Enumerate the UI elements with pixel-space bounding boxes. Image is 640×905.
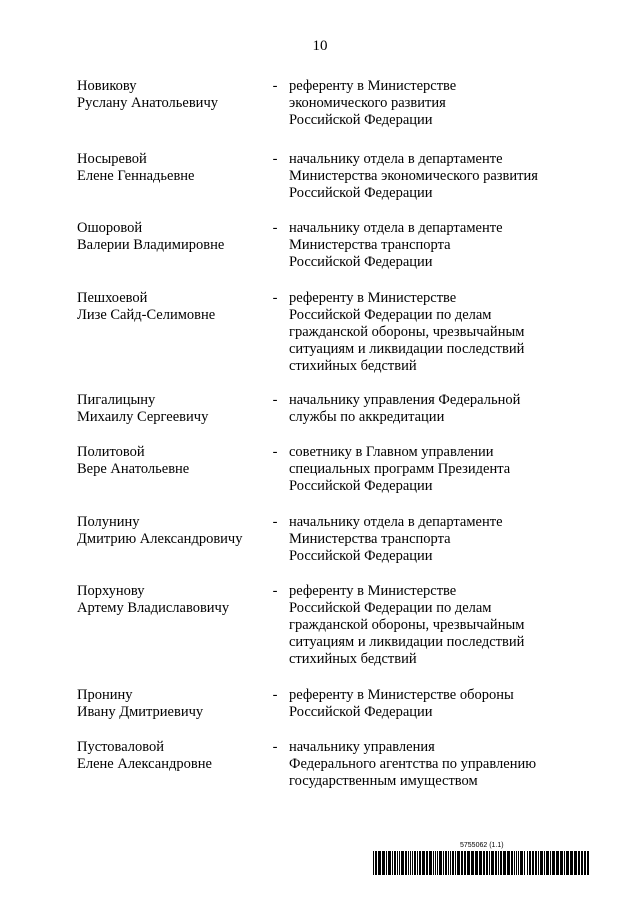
- position-title: [289, 151, 577, 202]
- barcode-bar: [405, 851, 407, 875]
- barcode-bar: [443, 851, 444, 875]
- given-names: Артему Владиславовичу: [77, 600, 230, 616]
- list-entry: [77, 687, 577, 739]
- barcode-bar: [426, 851, 428, 875]
- barcode-bar: [584, 851, 586, 875]
- position-line: Российской Федерации по делам: [289, 600, 492, 616]
- list-entry: [77, 290, 577, 392]
- barcode-bar: [475, 851, 478, 875]
- barcode-bar: [532, 851, 534, 875]
- surname: Полунину: [77, 514, 140, 530]
- surname: Носыревой: [77, 151, 147, 167]
- barcode-bar: [412, 851, 413, 875]
- position-line: начальнику отдела в департаменте: [289, 151, 503, 167]
- person-name: [77, 290, 261, 324]
- barcode-bar: [394, 851, 396, 875]
- barcode: [373, 851, 589, 875]
- barcode-bar: [511, 851, 513, 875]
- surname: Пешхоевой: [77, 290, 148, 306]
- position-line: начальнику отдела в департаменте: [289, 514, 503, 530]
- position-line: стихийных бедствий: [289, 358, 417, 374]
- page-number: 10: [312, 38, 328, 54]
- position-line: службы по аккредитации: [289, 409, 445, 425]
- barcode-bar: [564, 851, 565, 875]
- barcode-bar: [489, 851, 490, 875]
- barcode-bar: [388, 851, 391, 875]
- barcode-bar: [450, 851, 451, 875]
- surname: Ошоровой: [77, 220, 143, 236]
- barcode-bar: [410, 851, 411, 875]
- dash-separator: -: [272, 290, 278, 306]
- position-line: Российской Федерации: [289, 185, 433, 201]
- barcode-bar: [392, 851, 393, 875]
- person-name: [77, 151, 261, 185]
- given-names: Ивану Дмитриевичу: [77, 704, 204, 720]
- dash-separator: -: [272, 583, 278, 599]
- barcode-bar: [397, 851, 398, 875]
- barcode-bar: [500, 851, 502, 875]
- barcode-bar: [556, 851, 559, 875]
- list-entry: [77, 392, 577, 444]
- position-line: Российской Федерации: [289, 478, 433, 494]
- barcode-bar: [422, 851, 425, 875]
- barcode-bar: [378, 851, 381, 875]
- given-names: Лизе Сайд-Селимовне: [77, 307, 216, 323]
- surname: Пронину: [77, 687, 133, 703]
- position-line: начальнику управления: [289, 739, 435, 755]
- position-line: референту в Министерстве: [289, 78, 457, 94]
- position-line: референту в Министерстве обороны: [289, 687, 514, 703]
- barcode-bar: [435, 851, 436, 875]
- barcode-bar: [587, 851, 589, 875]
- person-name: [77, 392, 261, 426]
- barcode-bar: [535, 851, 537, 875]
- barcode-bar: [439, 851, 442, 875]
- dash-separator: -: [272, 687, 278, 703]
- dash-separator: -: [272, 151, 278, 167]
- barcode-bar: [486, 851, 488, 875]
- position-line: гражданской обороны, чрезвычайным: [289, 617, 525, 633]
- surname: Политовой: [77, 444, 145, 460]
- person-name: [77, 444, 261, 478]
- barcode-bar: [514, 851, 515, 875]
- position-title: [289, 392, 577, 426]
- person-name: [77, 687, 261, 721]
- list-entry: [77, 78, 577, 151]
- barcode-bar: [382, 851, 385, 875]
- dash-separator: -: [272, 220, 278, 236]
- position-title: [289, 514, 577, 565]
- surname: Пигалицыну: [77, 392, 156, 408]
- barcode-bar: [518, 851, 519, 875]
- position-line: экономического развития: [289, 95, 446, 111]
- appointment-list: [77, 78, 577, 791]
- position-line: Российской Федерации: [289, 112, 433, 128]
- barcode-bar: [495, 851, 497, 875]
- position-line: референту в Министерстве: [289, 290, 457, 306]
- position-line: Российской Федерации: [289, 548, 433, 564]
- barcode-bar: [570, 851, 573, 875]
- barcode-bar: [467, 851, 470, 875]
- barcode-bar: [401, 851, 404, 875]
- list-entry: [77, 514, 577, 583]
- given-names: Валерии Владимировне: [77, 237, 225, 253]
- barcode-bar: [483, 851, 485, 875]
- barcode-bar: [520, 851, 523, 875]
- list-entry: [77, 151, 577, 220]
- barcode-bar: [452, 851, 454, 875]
- barcode-bar: [433, 851, 434, 875]
- barcode-bar: [399, 851, 400, 875]
- barcode-bar: [414, 851, 416, 875]
- position-line: государственным имуществом: [289, 773, 478, 789]
- position-line: ситуациям и ликвидации последствий: [289, 634, 525, 650]
- person-name: [77, 583, 261, 617]
- barcode-bar: [417, 851, 418, 875]
- list-entry: [77, 739, 577, 791]
- barcode-bar: [429, 851, 432, 875]
- barcode-bar: [464, 851, 466, 875]
- barcode-bar: [373, 851, 374, 875]
- barcode-bar: [437, 851, 438, 875]
- position-line: гражданской обороны, чрезвычайным: [289, 324, 525, 340]
- barcode-bar: [461, 851, 463, 875]
- barcode-bar: [375, 851, 377, 875]
- barcode-bar: [581, 851, 583, 875]
- barcode-label: 5755062 (1.1): [460, 842, 504, 849]
- position-title: [289, 220, 577, 271]
- barcode-bar: [457, 851, 460, 875]
- barcode-bar: [529, 851, 531, 875]
- position-title: [289, 739, 577, 790]
- barcode-bar: [408, 851, 409, 875]
- list-entry: [77, 444, 577, 514]
- dash-separator: -: [272, 739, 278, 755]
- position-line: стихийных бедствий: [289, 651, 417, 667]
- dash-separator: -: [272, 514, 278, 530]
- dash-separator: -: [272, 444, 278, 460]
- dash-separator: -: [272, 78, 278, 94]
- barcode-bar: [552, 851, 555, 875]
- barcode-bar: [445, 851, 447, 875]
- barcode-bar: [574, 851, 577, 875]
- position-line: советнику в Главном управлении: [289, 444, 494, 460]
- barcode-bar: [524, 851, 525, 875]
- given-names: Вере Анатольевне: [77, 461, 190, 477]
- position-title: [289, 290, 577, 375]
- person-name: [77, 739, 261, 773]
- barcode-bar: [516, 851, 517, 875]
- barcode-bar: [419, 851, 421, 875]
- person-name: [77, 78, 261, 112]
- position-line: Министерства экономического развития: [289, 168, 538, 184]
- list-entry: [77, 220, 577, 290]
- position-title: [289, 444, 577, 495]
- barcode-bar: [560, 851, 563, 875]
- barcode-bar: [491, 851, 494, 875]
- barcode-bar: [550, 851, 551, 875]
- barcode-bar: [538, 851, 539, 875]
- position-line: Российской Федерации: [289, 704, 433, 720]
- position-title: [289, 687, 577, 721]
- position-line: референту в Министерстве: [289, 583, 457, 599]
- position-line: Российской Федерации по делам: [289, 307, 492, 323]
- position-line: начальнику отдела в департаменте: [289, 220, 503, 236]
- barcode-bar: [546, 851, 549, 875]
- given-names: Руслану Анатольевичу: [77, 95, 218, 111]
- given-names: Елене Геннадьевне: [77, 168, 195, 184]
- surname: Новикову: [77, 78, 137, 94]
- barcode-bar: [386, 851, 387, 875]
- barcode-bar: [503, 851, 506, 875]
- barcode-bar: [544, 851, 545, 875]
- position-title: [289, 78, 577, 129]
- position-line: ситуациям и ликвидации последствий: [289, 341, 525, 357]
- barcode-bar: [448, 851, 449, 875]
- position-line: специальных программ Президента: [289, 461, 511, 477]
- barcode-bar: [540, 851, 543, 875]
- list-entry: [77, 583, 577, 687]
- given-names: Дмитрию Александровичу: [77, 531, 243, 547]
- surname: Пустоваловой: [77, 739, 165, 755]
- surname: Порхунову: [77, 583, 145, 599]
- barcode-bar: [455, 851, 456, 875]
- position-line: начальнику управления Федеральной: [289, 392, 521, 408]
- given-names: Михаилу Сергеевичу: [77, 409, 209, 425]
- barcode-bar: [479, 851, 482, 875]
- person-name: [77, 514, 261, 548]
- position-line: Министерства транспорта: [289, 237, 451, 253]
- position-line: Федерального агентства по управлению: [289, 756, 537, 772]
- position-line: Российской Федерации: [289, 254, 433, 270]
- barcode-bar: [471, 851, 474, 875]
- barcode-bar: [498, 851, 499, 875]
- barcode-bar: [578, 851, 580, 875]
- position-line: Министерства транспорта: [289, 531, 451, 547]
- barcode-bar: [507, 851, 510, 875]
- person-name: [77, 220, 261, 254]
- dash-separator: -: [272, 392, 278, 408]
- position-title: [289, 583, 577, 668]
- given-names: Елене Александровне: [77, 756, 212, 772]
- barcode-bar: [527, 851, 528, 875]
- barcode-bar: [566, 851, 569, 875]
